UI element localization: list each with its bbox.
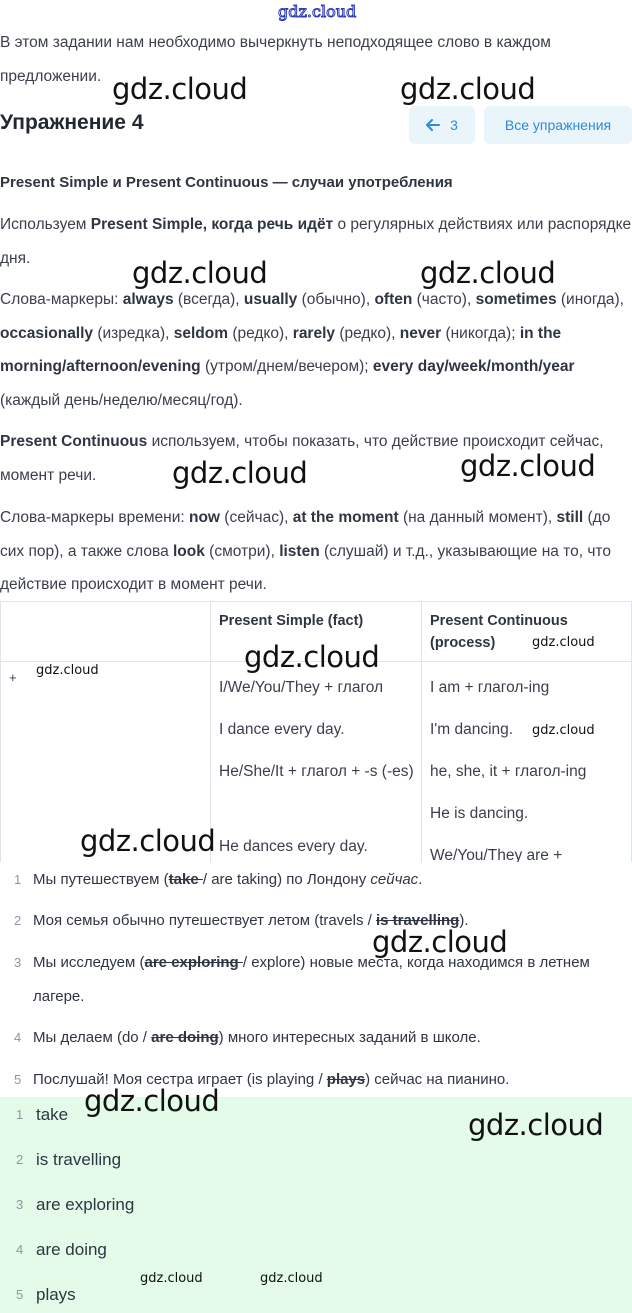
arrow-left-icon <box>426 119 440 131</box>
table-cell: He/She/It + глагол + -s (-es) <box>219 763 414 780</box>
watermark: gdz.cloud <box>420 256 556 290</box>
table-row-label: + <box>9 670 17 685</box>
intro-text: В этом задании нам необходимо вычеркнуть неподходящее слово в каждом предложении. <box>0 34 551 85</box>
table-cell: We/You/They are + <box>430 847 563 862</box>
watermark: gdz.cloud <box>260 1271 323 1286</box>
watermark: gdz.cloud <box>80 824 216 858</box>
watermark: gdz.cloud <box>532 635 595 650</box>
exercise-title: Упражнение 4 <box>0 111 144 134</box>
all-exercises-button[interactable]: Все упражнения <box>484 106 632 144</box>
watermark: gdz.cloud <box>532 723 595 738</box>
table-header-continuous: Present Continuous (process) <box>430 613 568 651</box>
table-cell: I'm dancing. <box>430 721 514 738</box>
watermark: gdz.cloud <box>460 449 596 483</box>
watermark: gdz.cloud <box>140 1271 203 1286</box>
watermark: gdz.cloud <box>172 456 308 490</box>
prev-exercise-button[interactable] <box>409 106 475 144</box>
answer-item: 3 are exploring <box>16 1195 135 1214</box>
answer-item: 5 plays <box>16 1285 76 1304</box>
present-simple-intro: Используем Present Simple, когда речь идёт о регулярных действиях или распорядке дня. <box>0 216 632 267</box>
table-column-continuous <box>421 602 632 862</box>
watermark: gdz.cloud <box>112 72 248 106</box>
watermark: gdz.cloud <box>400 72 536 106</box>
present-continuous-markers: Слова-маркеры времени: now (сейчас), at the moment (на данный момент), still (до сих пор), а также слова look (смотри), listen (слушай) и т.д., указывающие на то, что действие происходит в момент речи. <box>0 509 611 593</box>
present-continuous-intro: Present Continuous используем, чтобы показать, что действие происходит сейчас, момент речи. <box>0 433 604 484</box>
watermark: gdz.cloud <box>468 1108 604 1142</box>
watermark: gdz.cloud <box>132 256 268 290</box>
table-cell: he, she, it + глагол-ing <box>430 763 587 780</box>
watermark: gdz.cloud <box>244 640 380 674</box>
table-cell: He is dancing. <box>430 805 529 822</box>
present-simple-markers: Слова-маркеры: always (всегда), usually (обычно), often (часто), sometimes (иногда), occasionally (изредка), seldom (редко), rarely (редко), never (никогда); in the morning/afternoon/evening (утром/днем/вечером); every day/week/month/year (каждый день/неделю/месяц/год). <box>0 291 624 409</box>
watermark-logo: gdz.cloud <box>278 2 357 21</box>
prev-exercise-label: 3 <box>450 117 458 133</box>
watermark: gdz.cloud <box>84 1084 220 1118</box>
table-column-label <box>0 602 210 862</box>
table-cell: I dance every day. <box>219 721 345 738</box>
table-cell: He dances every day. <box>219 838 368 855</box>
table-cell: I am + глагол-ing <box>430 679 550 696</box>
watermark: gdz.cloud <box>36 663 99 678</box>
answer-item: 4 are doing <box>16 1240 107 1259</box>
answer-item: 1 take <box>16 1105 69 1124</box>
answer-item: 2 is travelling <box>16 1150 122 1169</box>
table-header-simple: Present Simple (fact) <box>219 613 364 629</box>
theory-heading: Present Simple и Present Continuous — случаи употребления <box>0 174 453 191</box>
watermark: gdz.cloud <box>372 925 508 959</box>
table-cell: I/We/You/They + глагол <box>219 679 384 696</box>
